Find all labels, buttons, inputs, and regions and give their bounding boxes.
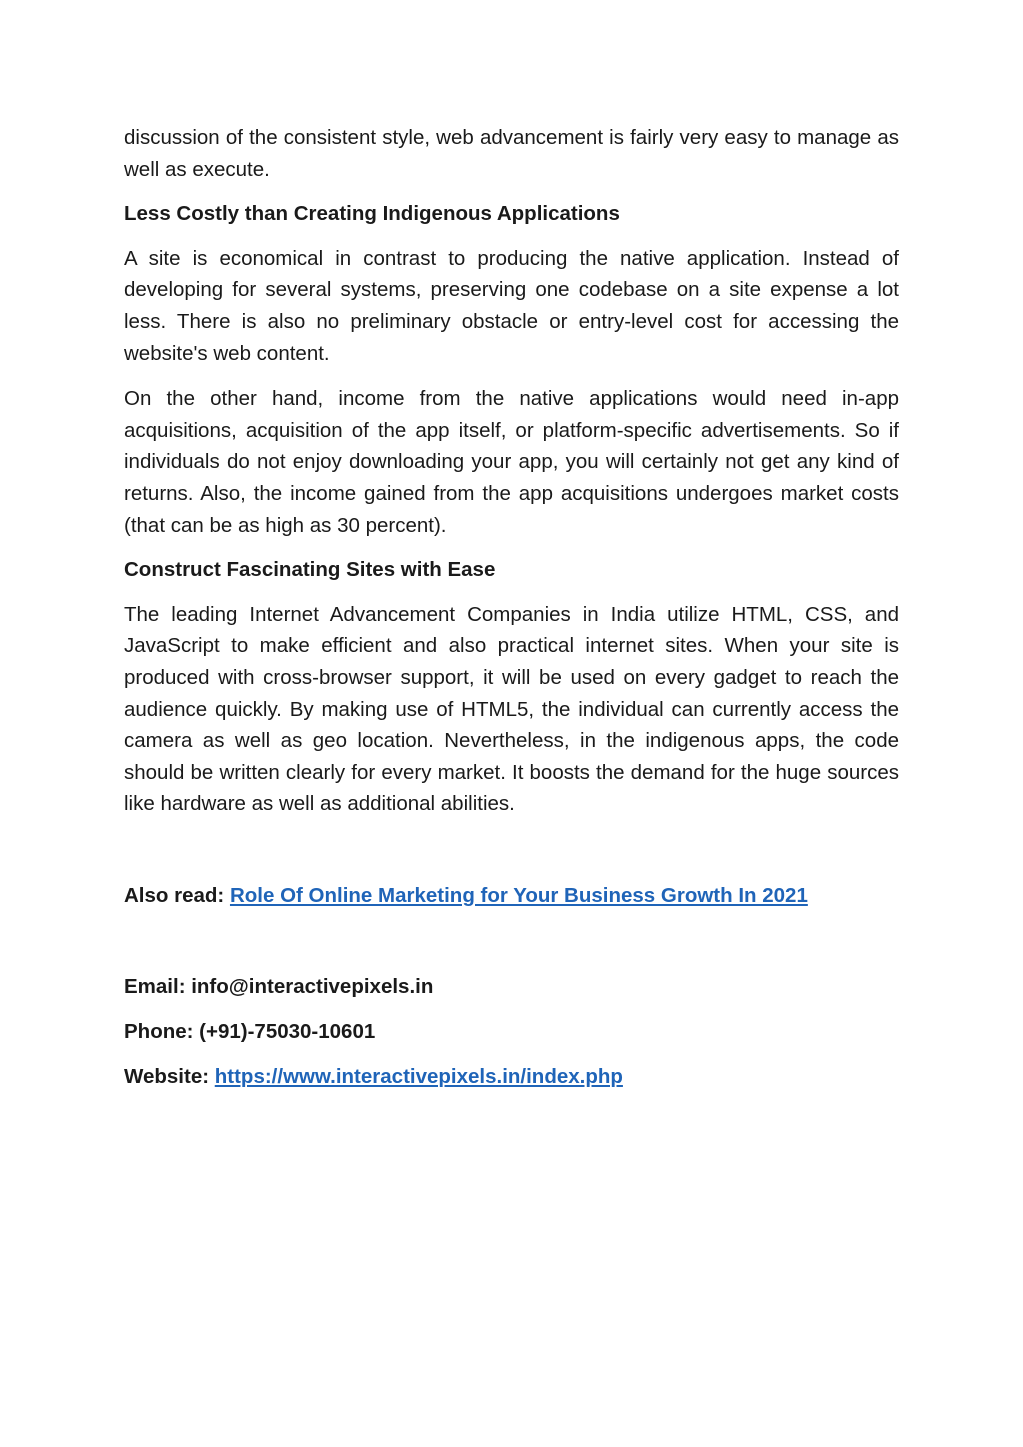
contact-phone: Phone: (+91)-75030-10601 [124,1020,376,1044]
also-read-link[interactable]: Role Of Online Marketing for Your Business Growth In 2021 [229,883,808,907]
section1-paragraph-2: On the other hand, income from the native applications would need in-app acquisitions, acquisition of the app itself, or platform-specific advertisements. So if individuals do not enjoy downloading your app, you will certainly not get any kind of returns. Also, the income gained from the app acquisitions undergoes market costs (that can be as high as 30 percent). [124,387,899,537]
section-heading-construct-sites: Construct Fascinating Sites with Ease [124,558,496,582]
contact-website-line [124,1061,899,1093]
also-read-label: Also read: [124,883,230,907]
section-heading-less-costly: Less Costly than Creating Indigenous Applications [124,202,620,226]
section1-paragraph-1: A site is economical in contrast to producing the native application. Instead of developing for several systems, preserving one codebase on a site expense a lot less. There is also no preliminary obstacle or entry-level cost for accessing the website's web content. [124,246,899,365]
also-read-line [124,880,899,912]
document-page [124,122,899,1092]
website-link[interactable]: https://www.interactivepixels.in/index.php [214,1064,623,1088]
intro-paragraph: discussion of the consistent style, web advancement is fairly very easy to manage as well as execute. [124,126,899,181]
website-label: Website: [124,1064,215,1088]
section2-paragraph-1: The leading Internet Advancement Companies in India utilize HTML, CSS, and JavaScript to make efficient and also practical internet sites. When your site is produced with cross-browser support, it will be used on every gadget to reach the audience quickly. By making use of HTML5, the individual can currently access the camera as well as geo location. Nevertheless, in the indigenous apps, the code should be written clearly for every market. It boosts the demand for the huge sources like hardware as well as additional abilities. [124,602,899,816]
contact-email: Email: info@interactivepixels.in [124,975,434,999]
